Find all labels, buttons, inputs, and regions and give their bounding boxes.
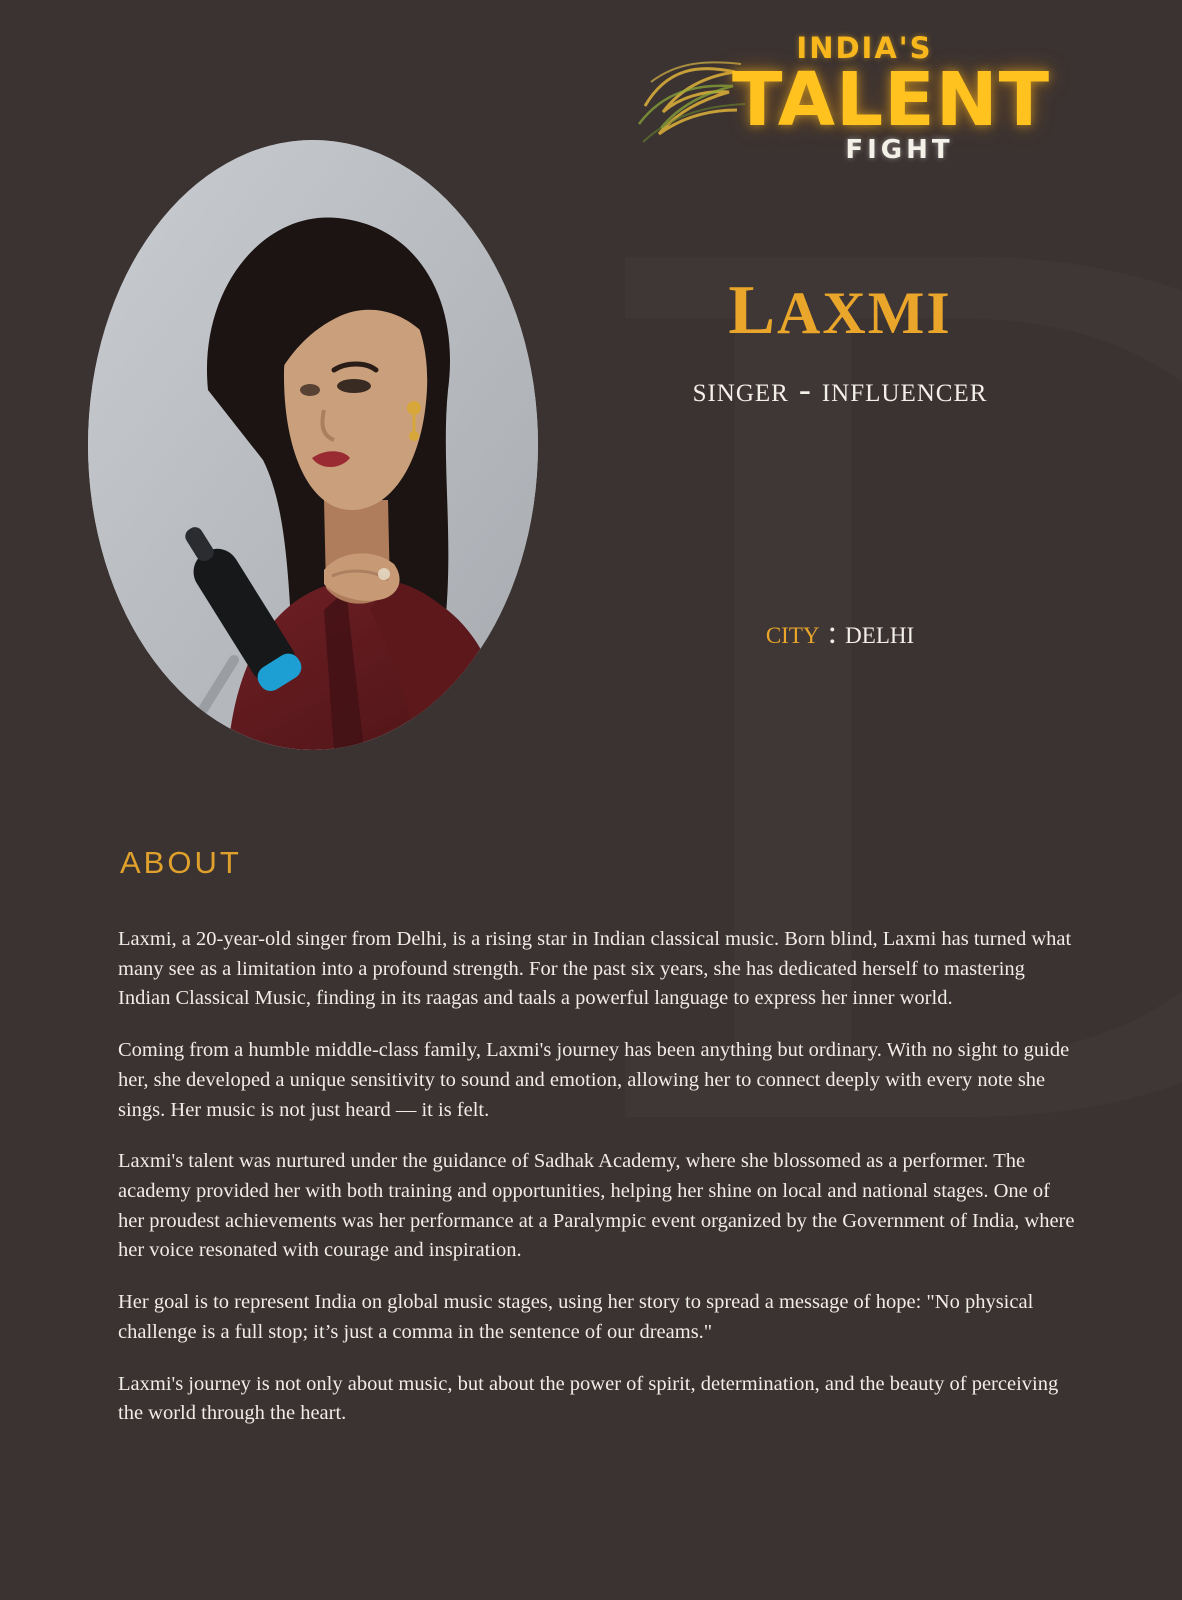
about-paragraph: Laxmi's journey is not only about music, but about the power of spirit, determination, and the beauty of perceiving the world through the heart. bbox=[118, 1372, 1059, 1425]
city-value: delhi bbox=[845, 615, 915, 651]
profile-photo bbox=[88, 140, 538, 750]
logo-wordmark bbox=[732, 28, 1051, 166]
city-line bbox=[560, 615, 1120, 652]
logo-line-talent: TALENT bbox=[732, 57, 1051, 143]
about-paragraph: Laxmi, a 20-year-old singer from Delhi, is a rising star in Indian classical music. Born blind, Laxmi has turned what many see as a limitation into a profound strength. For the past six years, she has dedicated herself to mastering Indian Classical Music, finding in its raagas and taals a powerful language to express her inner world. bbox=[118, 928, 1072, 1010]
portrait-illustration bbox=[88, 140, 538, 750]
city-label: city bbox=[765, 615, 820, 651]
brand-logo bbox=[637, 28, 1051, 193]
about-heading: ABOUT bbox=[120, 845, 242, 880]
logo-line-indias: INDIA'S bbox=[796, 31, 933, 65]
name-block bbox=[560, 244, 1120, 410]
contestant-name: laxmi bbox=[728, 244, 952, 355]
about-paragraph: Her goal is to represent India on global music stages, using her story to spread a message of hope: "No physical challenge is a full stop; it’s just a comma in the sentence of our dreams." bbox=[118, 1291, 1034, 1343]
contestant-role: singer - influencer bbox=[692, 369, 988, 409]
logo-line-fight: FIGHT bbox=[845, 135, 954, 166]
about-body bbox=[118, 925, 1078, 1451]
about-paragraph: Laxmi's talent was nurtured under the guidance of Sadhak Academy, where she blossomed as a performer. The academy provided her with both training and opportunities, helping her shine on local and national stages. One of her proudest achievements was her performance at a Paralympic event organized by the Government of India, where her voice resonated with courage and inspiration. bbox=[118, 1150, 1075, 1262]
city-separator: : bbox=[827, 615, 837, 651]
about-paragraph: Coming from a humble middle-class family, Laxmi's journey has been anything but ordinary. With no sight to guide her, she developed a unique sensitivity to sound and emotion, allowing her to connect deeply with every note she sings. Her music is not just heard — it is felt. bbox=[118, 1039, 1070, 1121]
